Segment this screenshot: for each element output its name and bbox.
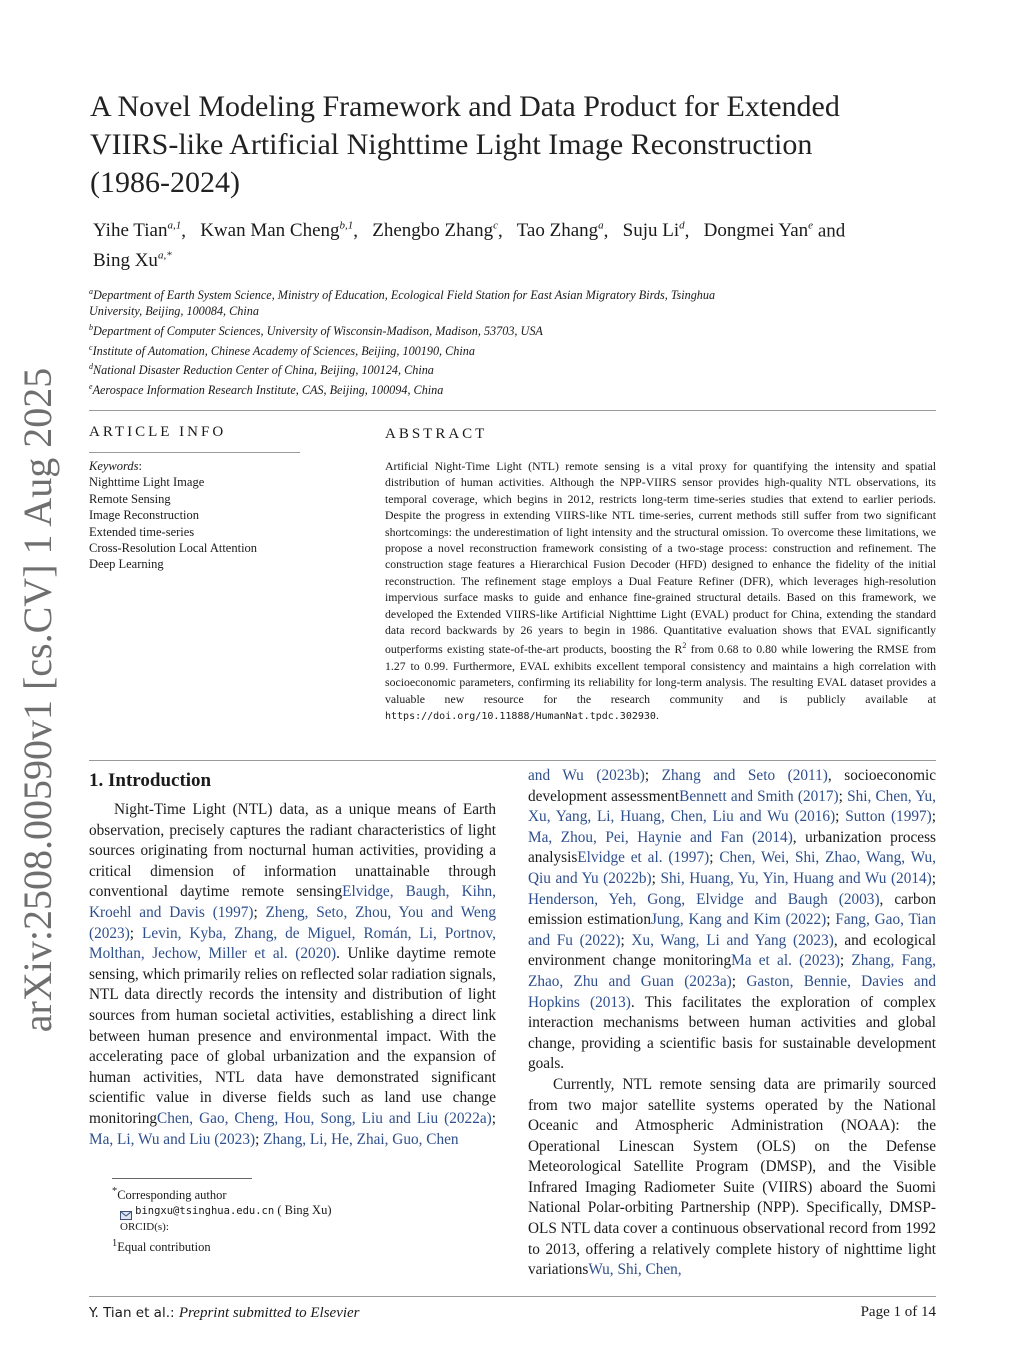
citation-link[interactable]: Gaston, Bennie, Davies and Hopkins (2013) xyxy=(528,972,937,1011)
author-conjunction: and xyxy=(817,220,846,242)
paragraph-text: ; xyxy=(838,787,848,805)
paragraph-text: ; xyxy=(491,1109,496,1127)
author: Suju Li$^d$ xyxy=(622,220,685,242)
citation-link[interactable]: Fang, Gao, Tian and Fu (2022) xyxy=(528,911,936,949)
citation-link[interactable]: Jung, Kang and Kim (2022) xyxy=(650,911,827,929)
paragraph xyxy=(528,1075,936,1281)
paragraph-text: , and ecological environment change monitoring xyxy=(528,931,937,970)
right-column xyxy=(528,766,936,1281)
paragraph-text: , urbanization process analysis xyxy=(528,828,936,867)
citation-link[interactable]: Shi, Huang, Yu, Yin, Huang and Wu (2014) xyxy=(660,869,932,887)
paragraph-text: ; xyxy=(835,808,846,826)
left-column xyxy=(89,800,496,1150)
abstract-heading: ABSTRACT xyxy=(385,426,488,442)
citation-link[interactable]: Zhang, Li, He, Zhai, Guo, Chen xyxy=(263,1130,459,1148)
paragraph-text: , carbon emission estimation xyxy=(528,890,936,929)
paragraph-text: , socioeconomic development assessment xyxy=(528,767,937,805)
paragraph-text: ; xyxy=(931,808,936,826)
citation-link[interactable]: Zhang and Seto (2011) xyxy=(661,767,828,784)
abstract-rule xyxy=(89,760,936,761)
citation-link[interactable]: Levin, Kyba, Zhang, de Miguel, Román, Li, Portnov, Molthan, Jechow, Miller et al. (2020) xyxy=(89,924,496,963)
keyword: Extended time-series xyxy=(89,524,195,539)
paragraph-text: ; xyxy=(620,931,632,949)
keyword: Cross-Resolution Local Attention xyxy=(89,541,258,556)
author: Bing $Xu^{a,*}$ xyxy=(93,249,172,271)
page-number: Page 1 of 14 xyxy=(860,1304,936,1320)
footer-rule xyxy=(89,1296,936,1297)
affiliation: $^d$National Disaster Reduction Center of China, Beijing, 100124, China xyxy=(89,362,434,378)
citation-link[interactable]: Xu, Wang, Li and Yang (2023) xyxy=(631,931,834,949)
affiliation: $^e$Aerospace Information Research Institute, CAS, Beijing, 100094, China xyxy=(89,382,444,398)
citation-link[interactable]: Shi, Chen, Yu, Xu, Yang, Li, Huang, Chen, Liu and Wu (2016) xyxy=(528,787,937,826)
footnote-corresponding: *Corresponding author xyxy=(112,1186,227,1203)
citation-link[interactable]: Bennett and Smith (2017) xyxy=(679,787,839,805)
paragraph-text: ; xyxy=(644,767,662,784)
email-address[interactable]: bingxu@tsinghua.edu.cn xyxy=(135,1205,275,1217)
paragraph xyxy=(89,800,496,1150)
paragraph-text: ; xyxy=(709,849,720,867)
paragraph-text: ; xyxy=(731,972,747,990)
author-list: Yihe Tian$^{a,1}$, Kwan Man Cheng$^{b,1}$, Zhengbo Zhang$^c$, Tao Zhang$^a$, Suju Li$^d$, Dongmei Yan$^e$ and Bing $Xu^{a,*}$ xyxy=(93,220,846,271)
author: Zhengbo Zhang$^c$ xyxy=(372,220,498,242)
keywords-block: Keywords: Nighttime Light Image Remote Sensing Image Reconstruction Extended time-series Cross-Resolution Local Attention Deep Learning xyxy=(89,458,329,573)
author: Dongmei Yan$^e$ xyxy=(703,220,814,242)
author: Yihe Tian$^{a,1}$ xyxy=(93,220,182,242)
citation-link[interactable]: Sutton (1997) xyxy=(845,808,932,826)
paragraph-text: . This facilitates the exploration of complex interaction mechanisms between human activities and global change, providing a scientific basis for sustainable development goals. xyxy=(528,993,936,1073)
paragraph-text: Currently, NTL remote sensing data are primarily sourced from two major satellite systems operated by the National Oceanic and Atmospheric Administration (NOAA): the Operational Linescan System (OLS) on the Defense Meteorological Satellite Program (DMSP), and the Visible Infrared Imaging Radiometer Suite (VIIRS) aboard the Suomi National Polar-orbiting Partnership (NPP). Specifically, DMSP-OLS NTL data cover a continuous observational record from 1992 to 2013, offering a relatively complete history of nighttime light variations xyxy=(528,1075,936,1279)
citation-link[interactable]: Zheng, Seto, Zhou, You and Weng (2023) xyxy=(89,903,496,942)
citation-link[interactable]: Wu, Shi, Chen, xyxy=(588,1261,682,1279)
keyword: Nighttime Light Image xyxy=(89,475,205,490)
citation-link[interactable]: Elvidge, Baugh, Kihn, Kroehl and Davis (1997) xyxy=(89,883,496,921)
paragraph xyxy=(528,766,936,1075)
paragraph-text: . Unlike daytime remote sensing, which primarily relies on reflected solar radiation signals, NTL data directly records the intensity and distribution of light sources from human societal activities, establishing a direct link between human presence and environmental impact. With the accelerating pace of global urbanization and the expansion of human activities, NTL data have demonstrated significant scientific value in diverse fields such as land use change monitoring xyxy=(89,945,496,1127)
citation-link[interactable]: Henderson, Yeh, Gong, Elvidge and Baugh (2003) xyxy=(528,890,880,908)
header-rule xyxy=(89,410,936,411)
keyword: Remote Sensing xyxy=(89,491,171,506)
citation-link[interactable]: Ma et al. (2023) xyxy=(731,952,840,970)
title-line: VIIRS-like Artificial Nighttime Light Image Reconstruction xyxy=(90,128,813,161)
article-info-heading: ARTICLE INFO xyxy=(89,424,227,440)
citation-link[interactable]: and Wu (2023b) xyxy=(528,767,645,784)
abstract-text: Artificial Night-Time Light (NTL) remote sensing is a vital proxy for quantifying the intensity and spatial distribution of human activities. Although the NPP-VIIRS sensor provides high-quality NTL observations, its temporal coverage, which begins in 2012, restricts long-term time-series studies that extend to earlier periods. Despite the progress in extending VIIRS-like NTL time-series, current methods still suffer from two significant shortcomings: the underestimation of light intensity and the structural omission. To overcome these limitations, we propose a novel reconstruction framework consisting of a two-stage process: construction and refinement. The construction stage features a Hierarchical Fusion Decoder (HFD) designed to enhance the fidelity of the initial reconstruction. The refinement stage employs a Dual Feature Refiner (DFR), which leverages high-resolution impervious surface masks to guide and enhance fine-grained structural details. Based on this framework, we developed the Extended VIIRS-like Artificial Nighttime Light (EVAL) product for China, extending the standard data record backwards by 26 years to begin in 1986. Quantitative evaluation shows that EVAL significantly outperforms existing state-of-the-art products, boosting the $R^2$ from 0.68 to 0.80 while lowering the RMSE from 1.27 to 0.99. Furthermore, EVAL exhibits excellent temporal consistency and maintains a high correlation with socioeconomic parameters, confirming its reliability for long-term analysis. The resulting EVAL dataset provides a valuable new resource for the research community and is publicly available at https://doi.org/10.11888/HumanNat.tpdc.302930. xyxy=(385,459,936,723)
keyword: Image Reconstruction xyxy=(89,508,200,523)
footnote-orcid: ORCID(s): xyxy=(120,1221,169,1233)
footnote-equal: $^1$Equal contribution xyxy=(112,1238,211,1255)
footnote-email: bingxu@tsinghua.edu.cn ( Bing Xu) xyxy=(120,1201,332,1221)
paragraph-text: ; xyxy=(253,903,266,921)
paper-title xyxy=(90,88,950,202)
footer-running-head: Y. Tian et al.: Preprint submitted to Elsevier xyxy=(89,1305,360,1321)
citation-link[interactable]: Chen, Wei, Shi, Zhao, Wang, Wu, Qiu and Yu (2022b) xyxy=(528,849,937,887)
citation-link[interactable]: Ma, Li, Wu and Liu (2023) xyxy=(89,1130,256,1148)
paragraph-text: ; xyxy=(931,869,936,887)
affiliation: $^c$Institute of Automation, Chinese Academy of Sciences, Beijing, 100190, China xyxy=(89,343,475,359)
keywords-label: Keywords xyxy=(89,459,139,473)
paragraph-text: ; xyxy=(255,1130,264,1148)
title-line: (1986-2024) xyxy=(90,166,240,199)
author: Tao Zhang$^a$ xyxy=(516,220,604,242)
affiliation: $^a$Department of Earth System Science, Ministry of Education, Ecological Field Station for East Asian Migratory Birds, Tsinghua University, Beijing, 100084, China xyxy=(89,287,716,319)
citation-link[interactable]: Chen, Gao, Cheng, Hou, Song, Liu and Liu (2022a) xyxy=(157,1109,492,1127)
author: Kwan Man Cheng$^{b,1}$ xyxy=(200,220,354,242)
doi-link[interactable]: https://doi.org/10.11888/HumanNat.tpdc.302930 xyxy=(385,711,656,723)
citation-link[interactable]: Ma, Zhou, Pei, Haynie and Fan (2014) xyxy=(528,828,793,846)
title-line: A Novel Modeling Framework and Data Product for Extended xyxy=(90,90,840,123)
paragraph-text: ; xyxy=(839,952,852,970)
article-info-rule xyxy=(89,452,300,453)
affiliation: $^b$Department of Computer Sciences, University of Wisconsin-Madison, Madison, 53703, USA xyxy=(89,323,543,339)
paragraph-text: ; xyxy=(129,924,142,942)
paragraph-text: Night-Time Light (NTL) data, as a unique means of Earth observation, precisely captures the radiant characteristics of light sources originating from nocturnal human activities, providing a critical dimension of information unattainable through conventional daytime remote sensing xyxy=(89,801,496,901)
keyword: Deep Learning xyxy=(89,557,164,572)
section-heading-introduction: 1. Introduction xyxy=(89,770,212,791)
paragraph-text: ; xyxy=(651,869,661,887)
citation-link[interactable]: Zhang, Fang, Zhao, Zhu and Guan (2023a) xyxy=(528,952,936,990)
paragraph-text: ; xyxy=(826,911,836,929)
email-icon xyxy=(120,1207,132,1216)
arxiv-identifier: arXiv:2508.00590v1 [cs.CV] 1 Aug 2025 xyxy=(15,367,60,1033)
footnote-rule xyxy=(112,1178,252,1179)
citation-link[interactable]: Elvidge et al. (1997) xyxy=(577,849,710,867)
